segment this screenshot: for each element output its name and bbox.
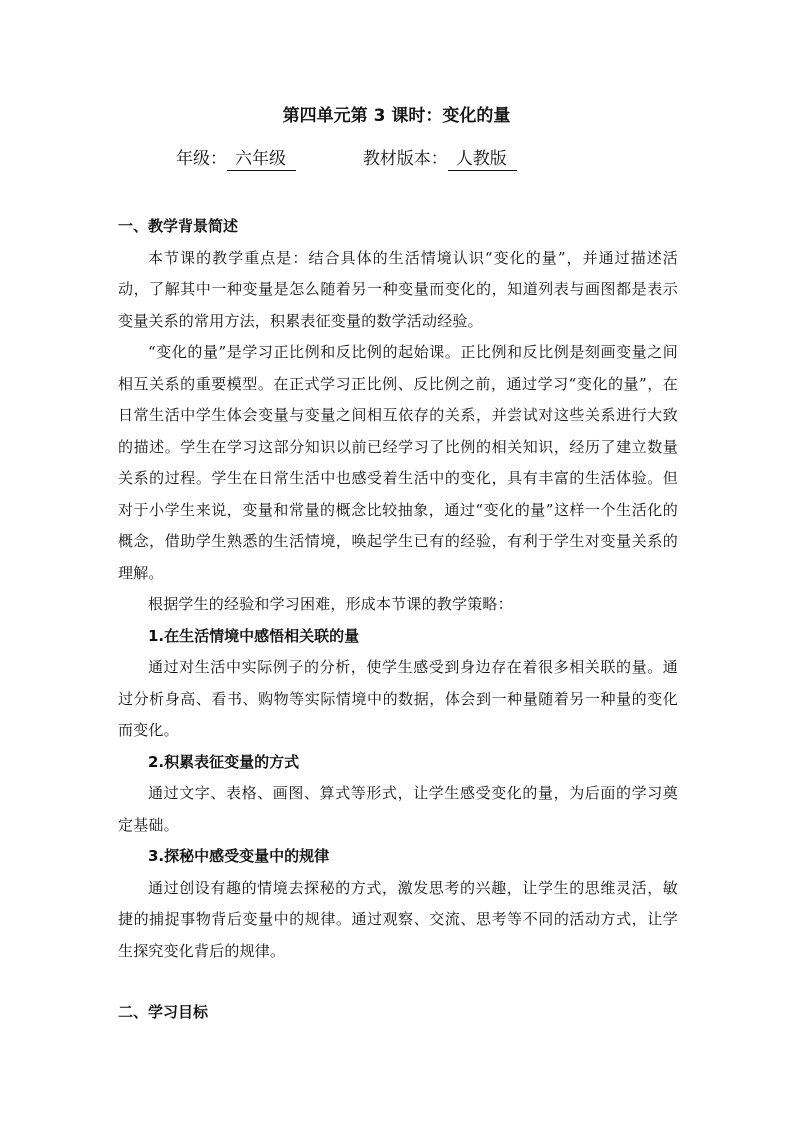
strategy-2-text: 通过文字、表格、画图、算式等形式，让学生感受变化的量，为后面的学习奠定基础。 [118,784,678,834]
section-heading-background: 一、教学背景简述 [118,217,239,235]
paragraph-focus: 本节课的教学重点是：结合具体的生活情境认识“变化的量”，并通过描述活动，了解其中一种变量是怎么随着另一种变量而变化的，知道列表与画图都是表示变量关系的常用方法，积累表征变量的数学活动经验。 [118,248,678,330]
document-title: 第四单元第 3 课时：变化的量 [282,106,511,126]
paragraph-strategy-intro: 根据学生的经验和学习困难，形成本节课的教学策略： [148,595,513,613]
document-meta [176,146,517,172]
document-body [118,211,678,1029]
strategy-3-text: 通过创设有趣的情境去探秘的方式，激发思考的兴趣，让学生的思维灵活，敏捷的捕捉事物背后变量中的规律。通过观察、交流、思考等不同的活动方式，让学生探究变化背后的规律。 [118,878,678,960]
section-heading-objectives: 二、学习目标 [118,1003,209,1021]
edition-label: 教材版本： [362,149,448,169]
section-spacer [118,967,678,997]
strategy-1-text: 通过对生活中实际例子的分析，使学生感受到身边存在着很多相关联的量。通过分析身高、看书、购物等实际情境中的数据，体会到一种量随着另一种量的变化而变化。 [118,658,678,739]
strategy-1-title: 1.在生活情境中感悟相关联的量 [148,626,360,645]
paragraph-context: “变化的量”是学习正比例和反比例的起始课。正比例和反比例是刻画变量之间相互关系的重要模型。在正式学习正比例、反比例之前，通过学习“变化的量”，在日常生活中学生体会变量与变量之间相互依存的关系，并尝试对这些关系进行大致的描述。学生在学习这部分知识以前已经学习了比例的相关知识，经历了建立数量关系的过程。学生在日常生活中也感受着生活中的变化，具有丰富的生活体验。但对于小学生来说，变量和常量的概念比较抽象，通过“变化的量”这样一个生活化的概念，借助学生熟悉的生活情境，唤起学生已有的经验，有利于学生对变量关系的理解。 [118,343,678,582]
strategy-2-title: 2.积累表征变量的方式 [148,752,300,771]
grade-value: 六年级 [227,148,296,171]
grade-label: 年级： [176,149,227,169]
edition-value: 人教版 [448,148,517,171]
strategy-3-title: 3.探秘中感受变量中的规律 [148,847,330,865]
